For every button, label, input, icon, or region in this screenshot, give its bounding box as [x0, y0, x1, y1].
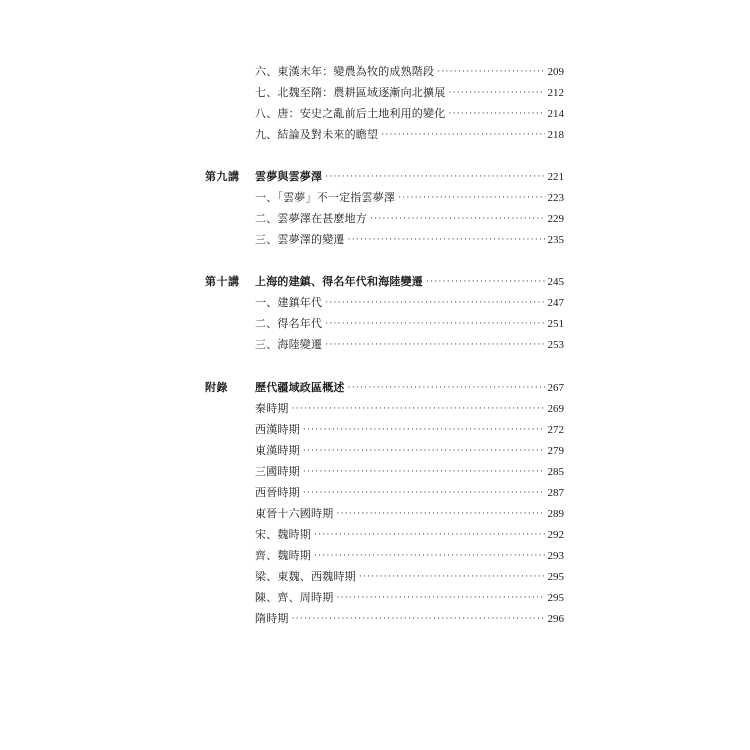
toc-entry-title: 西晉時期 — [255, 486, 300, 499]
toc-entry — [255, 314, 564, 334]
toc-leader-dots — [292, 609, 545, 629]
toc-page-number: 289 — [547, 508, 564, 520]
toc-entry — [255, 609, 564, 629]
toc-chapter-entry — [205, 272, 564, 292]
toc-page-number: 272 — [547, 424, 564, 436]
toc-entry — [255, 104, 564, 124]
toc-chapter-title: 歷代疆域政區概述 — [255, 381, 345, 394]
toc-leader-dots — [448, 83, 544, 103]
toc-page-number: 245 — [547, 276, 564, 288]
toc-chapter-label: 第九講 — [205, 170, 240, 183]
toc-leader-dots — [325, 335, 544, 355]
toc-leader-dots — [437, 62, 544, 82]
toc-leader-dots — [325, 167, 544, 187]
toc-entry-title: 齊、魏時期 — [255, 549, 311, 562]
toc-chapter-title: 上海的建鎮、得名年代和海陸變遷 — [255, 275, 423, 288]
toc-appendix-entry — [205, 378, 564, 398]
toc-entry-title: 隋時期 — [255, 612, 289, 625]
toc-page-number: 247 — [547, 297, 564, 309]
toc-entry — [255, 209, 564, 229]
toc-leader-dots — [370, 209, 545, 229]
toc-entry — [255, 441, 564, 461]
toc-page-number: 293 — [547, 550, 564, 562]
toc-page-number: 235 — [547, 234, 564, 246]
toc-chapter-label: 第十講 — [205, 275, 240, 288]
toc-entry — [255, 125, 564, 145]
toc-entry — [255, 293, 564, 313]
toc-page-number: 287 — [547, 487, 564, 499]
toc-page-number: 295 — [547, 571, 564, 583]
toc-page-number: 267 — [547, 382, 564, 394]
toc-page-number: 229 — [547, 213, 564, 225]
toc-leader-dots — [348, 230, 545, 250]
toc-entry-title: 梁、東魏、西魏時期 — [255, 570, 356, 583]
toc-page-number: 292 — [547, 529, 564, 541]
toc-entry — [255, 62, 564, 82]
toc-chapter-title: 雲夢與雲夢澤 — [255, 170, 323, 183]
toc-entry-title: 東漢時期 — [255, 444, 300, 457]
toc-leader-dots — [325, 293, 544, 313]
toc-entry-title: 三、海陸變遷 — [255, 338, 323, 351]
toc-entry-title: 九、結論及對未來的瞻望 — [255, 128, 379, 141]
toc-entry — [255, 462, 564, 482]
toc-entry — [255, 230, 564, 250]
toc-leader-dots — [448, 104, 544, 124]
toc-page-number: 221 — [547, 171, 564, 183]
toc-leader-dots — [303, 420, 545, 440]
toc-leader-dots — [325, 314, 544, 334]
toc-page-number: 253 — [547, 339, 564, 351]
toc-entry — [255, 420, 564, 440]
toc-leader-dots — [336, 588, 544, 608]
toc-leader-dots — [381, 125, 544, 145]
toc-entry-title: 三國時期 — [255, 465, 300, 478]
toc-entry-title: 陳、齊、周時期 — [255, 591, 334, 604]
toc-entry-title: 東晉十六國時期 — [255, 507, 334, 520]
toc-page-number: 214 — [547, 108, 564, 120]
toc-entry-title: 二、得名年代 — [255, 317, 323, 330]
toc-entry — [255, 399, 564, 419]
toc-leader-dots — [359, 567, 545, 587]
toc-entry — [255, 188, 564, 208]
toc-page-number: 279 — [547, 445, 564, 457]
toc-entry-title: 三、雲夢澤的變遷 — [255, 233, 345, 246]
toc-page-number: 296 — [547, 613, 564, 625]
toc-page-number: 218 — [547, 129, 564, 141]
toc-entry-title: 一、「雲夢」不一定指雲夢澤 — [255, 191, 396, 204]
toc-entry — [255, 567, 564, 587]
toc-chapter-entry — [205, 167, 564, 187]
toc-entry-title: 八、唐：安史之亂前后土地利用的變化 — [255, 107, 446, 120]
toc-page-number: 212 — [547, 87, 564, 99]
toc-leader-dots — [348, 378, 545, 398]
toc-leader-dots — [426, 272, 545, 292]
toc-entry-title: 一、建鎮年代 — [255, 296, 323, 309]
toc-entry — [255, 504, 564, 524]
toc-page-number: 295 — [547, 592, 564, 604]
toc-entry — [255, 546, 564, 566]
toc-leader-dots — [314, 546, 545, 566]
toc-leader-dots — [336, 504, 544, 524]
toc-entry-title: 二、雲夢澤在甚麼地方 — [255, 212, 367, 225]
toc-leader-dots — [303, 483, 545, 503]
toc-entry — [255, 588, 564, 608]
toc-leader-dots — [303, 441, 545, 461]
toc-leader-dots — [303, 462, 545, 482]
toc-page-number: 251 — [547, 318, 564, 330]
toc-leader-dots — [292, 399, 545, 419]
toc-entry — [255, 335, 564, 355]
toc-entry-title: 秦時期 — [255, 402, 289, 415]
toc-entry — [255, 525, 564, 545]
toc-entry-title: 西漢時期 — [255, 423, 300, 436]
toc-entry — [255, 83, 564, 103]
toc-page-number: 285 — [547, 466, 564, 478]
toc-entry-title: 宋、魏時期 — [255, 528, 311, 541]
toc-page-number: 223 — [547, 192, 564, 204]
toc-entry-title: 七、北魏至隋：農耕區域逐漸向北擴展 — [255, 86, 446, 99]
toc-chapter-label: 附錄 — [205, 381, 228, 394]
toc-page-number: 269 — [547, 403, 564, 415]
toc-leader-dots — [398, 188, 544, 208]
toc-entry — [255, 483, 564, 503]
toc-page-number: 209 — [547, 66, 564, 78]
toc-entry-title: 六、東漢末年：變農為牧的成熟階段 — [255, 65, 435, 78]
toc-leader-dots — [314, 525, 545, 545]
